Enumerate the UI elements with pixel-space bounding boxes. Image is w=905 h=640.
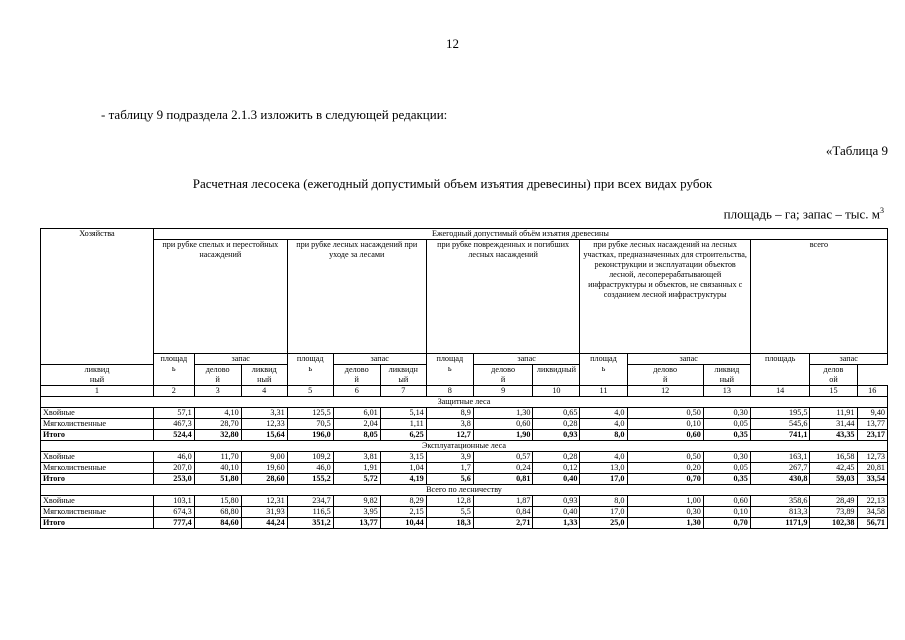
row-label: Мягколиственные: [41, 507, 154, 518]
header-group-care: при рубке лесных насаждений при уходе за лесами: [287, 240, 426, 354]
row-label: Мягколиственные: [41, 463, 154, 474]
area-text: площад: [160, 354, 188, 363]
table-cell: 4,0: [580, 452, 627, 463]
table-cell: 3,95: [333, 507, 380, 518]
table-cell: 0,65: [533, 408, 580, 419]
table-cell: 57,1: [153, 408, 194, 419]
table-cell: 73,89: [810, 507, 857, 518]
table-cell: 0,70: [627, 474, 703, 485]
header-business-1: [194, 365, 241, 386]
table-label: «Таблица 9: [825, 143, 888, 158]
row-label: Итого: [41, 474, 154, 485]
header-liquid-1: [41, 365, 154, 386]
liquid-text-end: ый: [398, 375, 409, 384]
table-cell: 40,10: [194, 463, 241, 474]
table-cell: 8,0: [580, 496, 627, 507]
table-cell: 70,5: [287, 419, 333, 430]
section-title: Защитные леса: [41, 397, 888, 408]
row-label: Хвойные: [41, 496, 154, 507]
table-cell: 0,10: [627, 419, 703, 430]
table-cell: 31,93: [241, 507, 287, 518]
total-row: [41, 430, 888, 441]
table-cell: 4,10: [194, 408, 241, 419]
row-label: Мягколиственные: [41, 419, 154, 430]
header-row-1: [41, 229, 888, 240]
table-cell: 28,60: [241, 474, 287, 485]
table-cell: 116,5: [287, 507, 333, 518]
table-cell: 18,3: [426, 518, 473, 529]
header-area-5: площадь: [750, 354, 810, 386]
business-text: делов: [823, 365, 844, 374]
table-cell: 56,71: [857, 518, 888, 529]
table-cell: 8,0: [580, 430, 627, 441]
business-text: делово: [344, 365, 369, 374]
header-stock-3: запас: [473, 354, 580, 365]
column-number: 11: [580, 386, 627, 397]
page-number: 12: [446, 36, 459, 51]
table-cell: 0,10: [703, 507, 750, 518]
table-cell: 4,19: [380, 474, 426, 485]
table-cell: 545,6: [750, 419, 810, 430]
table-cell: 0,40: [533, 507, 580, 518]
table-cell: 1,87: [473, 496, 533, 507]
table-cell: 0,30: [627, 507, 703, 518]
table-cell: 195,5: [750, 408, 810, 419]
header-business-3: [473, 365, 533, 386]
table-cell: 3,8: [426, 419, 473, 430]
header-business-2: [333, 365, 380, 386]
section-row: [41, 397, 888, 408]
area-text: площад: [296, 354, 324, 363]
section-row: [41, 485, 888, 496]
table-cell: 0,30: [703, 452, 750, 463]
table-cell: 12,73: [857, 452, 888, 463]
table-cell: 33,54: [857, 474, 888, 485]
table-cell: 1,04: [380, 463, 426, 474]
header-group-construction: при рубке лесных насаждений на лесных участках, предназначенных для строительства, реконструкции и эксплуатации объектов лесной, лесоперерабатывающей инфраструктуры и объектов, не связанных с созданием лесной инфраструктуры: [580, 240, 750, 354]
table-row: [41, 419, 888, 430]
header-business-4: [627, 365, 703, 386]
table-cell: 0,60: [473, 419, 533, 430]
table-cell: 9,40: [857, 408, 888, 419]
table-cell: 0,35: [703, 474, 750, 485]
liquid-text: ликвидн: [388, 365, 418, 374]
column-number: 9: [473, 386, 533, 397]
table-cell: 1,00: [627, 496, 703, 507]
table-cell: 1,90: [473, 430, 533, 441]
section-title: Всего по лесничеству: [41, 485, 888, 496]
units-text: площадь – га; запас – тыс. м: [723, 206, 880, 222]
table-cell: 15,64: [241, 430, 287, 441]
table-cell: 777,4: [153, 518, 194, 529]
business-text-end: ой: [829, 375, 838, 384]
liquid-text-end: ный: [719, 375, 734, 384]
table-cell: 31,44: [810, 419, 857, 430]
table-cell: 10,44: [380, 518, 426, 529]
table-row: [41, 507, 888, 518]
table-cell: 0,05: [703, 463, 750, 474]
table-cell: 2,15: [380, 507, 426, 518]
table-cell: 1171,9: [750, 518, 810, 529]
row-label: Хвойные: [41, 452, 154, 463]
total-row: [41, 518, 888, 529]
table-cell: 25,0: [580, 518, 627, 529]
table-cell: 234,7: [287, 496, 333, 507]
table-cell: 12,8: [426, 496, 473, 507]
table-cell: 34,58: [857, 507, 888, 518]
table-cell: 6,01: [333, 408, 380, 419]
table-cell: 358,6: [750, 496, 810, 507]
table-cell: 4,0: [580, 408, 627, 419]
table-cell: 253,0: [153, 474, 194, 485]
liquid-text-end: ный: [89, 375, 105, 384]
table-cell: 6,25: [380, 430, 426, 441]
column-number: 5: [287, 386, 333, 397]
table-cell: 1,30: [627, 518, 703, 529]
business-text-end: й: [354, 375, 359, 384]
header-allowable: Ежегодный допустимый объём изъятия древесины: [153, 229, 887, 240]
total-row: [41, 474, 888, 485]
table-cell: 674,3: [153, 507, 194, 518]
table-cell: 103,1: [153, 496, 194, 507]
area-text-end: ь: [447, 364, 452, 373]
table-cell: 0,50: [627, 452, 703, 463]
table-cell: 2,71: [473, 518, 533, 529]
column-number: 14: [750, 386, 810, 397]
table-cell: 0,12: [533, 463, 580, 474]
table-cell: 9,00: [241, 452, 287, 463]
column-number: 15: [810, 386, 857, 397]
table-cell: 9,82: [333, 496, 380, 507]
table-cell: 59,03: [810, 474, 857, 485]
column-number: 16: [857, 386, 888, 397]
table-cell: 22,13: [857, 496, 888, 507]
header-liquid-5: [703, 365, 750, 386]
table-cell: 15,80: [194, 496, 241, 507]
table-cell: 1,30: [473, 408, 533, 419]
column-number-row: [41, 386, 888, 397]
table-cell: 16,58: [810, 452, 857, 463]
table-row: [41, 496, 888, 507]
units-superscript: 3: [880, 206, 884, 215]
table-cell: 42,45: [810, 463, 857, 474]
table-cell: 8,29: [380, 496, 426, 507]
header-liquid-2: [241, 365, 287, 386]
area-text-end: ь: [308, 364, 313, 373]
table-cell: 5,72: [333, 474, 380, 485]
row-label: Итого: [41, 430, 154, 441]
header-liquid-4: ликвидный: [533, 365, 580, 386]
header-group-mature: при рубке спелых и перестойных насаждений: [153, 240, 287, 354]
section-row: [41, 441, 888, 452]
table-cell: 5,6: [426, 474, 473, 485]
business-text-end: й: [215, 375, 220, 384]
business-text: делово: [205, 365, 230, 374]
table-cell: 0,50: [627, 408, 703, 419]
header-group-damaged: при рубке поврежденных и погибших лесных насаждений: [426, 240, 580, 354]
row-label: Хвойные: [41, 408, 154, 419]
liquid-text: ликвид: [84, 365, 110, 374]
column-number: 4: [241, 386, 287, 397]
table-cell: 28,49: [810, 496, 857, 507]
table-cell: 0,60: [627, 430, 703, 441]
column-number: 1: [41, 386, 154, 397]
table-cell: 32,80: [194, 430, 241, 441]
table-cell: 4,0: [580, 419, 627, 430]
table-cell: 0,30: [703, 408, 750, 419]
business-text-end: й: [500, 375, 506, 384]
column-number: 7: [380, 386, 426, 397]
header-stock-5: запас: [810, 354, 888, 365]
area-text-end: ь: [601, 364, 606, 373]
area-text-end: ь: [171, 364, 176, 373]
header-business-5: [810, 365, 857, 386]
table-cell: 813,3: [750, 507, 810, 518]
table-cell: 13,77: [857, 419, 888, 430]
table-cell: 3,9: [426, 452, 473, 463]
table-cell: 12,7: [426, 430, 473, 441]
header-stock-1: запас: [194, 354, 287, 365]
row-label: Итого: [41, 518, 154, 529]
table-cell: 28,70: [194, 419, 241, 430]
table-cell: 11,91: [810, 408, 857, 419]
column-number: 10: [533, 386, 580, 397]
table-cell: 0,24: [473, 463, 533, 474]
area-text: площад: [436, 354, 464, 363]
table-cell: 207,0: [153, 463, 194, 474]
table-cell: 0,28: [533, 419, 580, 430]
table-cell: 5,5: [426, 507, 473, 518]
header-liquid-3: [380, 365, 426, 386]
table-cell: 102,38: [810, 518, 857, 529]
business-text-end: й: [662, 375, 668, 384]
section-title: Эксплуатационные леса: [41, 441, 888, 452]
table-cell: 1,11: [380, 419, 426, 430]
table-cell: 3,15: [380, 452, 426, 463]
header-area-4: [580, 354, 627, 386]
table-row: [41, 463, 888, 474]
header-area-3: [426, 354, 473, 386]
header-row-3: [41, 354, 888, 365]
table-cell: 125,5: [287, 408, 333, 419]
column-number: 12: [627, 386, 703, 397]
liquid-text: ликвид: [714, 365, 740, 374]
column-number: 3: [194, 386, 241, 397]
table-cell: 43,35: [810, 430, 857, 441]
table-cell: 3,31: [241, 408, 287, 419]
table-cell: 109,2: [287, 452, 333, 463]
table-cell: 46,0: [153, 452, 194, 463]
header-row-2: [41, 240, 888, 354]
table-cell: 8,05: [333, 430, 380, 441]
table-cell: 0,40: [533, 474, 580, 485]
table-cell: 17,0: [580, 474, 627, 485]
area-text: площад: [590, 354, 617, 363]
table-cell: 17,0: [580, 507, 627, 518]
table-cell: 12,33: [241, 419, 287, 430]
table-cell: 11,70: [194, 452, 241, 463]
table-cell: 46,0: [287, 463, 333, 474]
table-cell: 13,77: [333, 518, 380, 529]
table-cell: 155,2: [287, 474, 333, 485]
business-text: делово: [653, 365, 678, 374]
table-cell: 2,04: [333, 419, 380, 430]
table-cell: 0,93: [533, 496, 580, 507]
column-number: 13: [703, 386, 750, 397]
table-cell: 0,93: [533, 430, 580, 441]
business-text: делово: [491, 365, 516, 374]
column-number: 2: [153, 386, 194, 397]
header-area-2: [287, 354, 333, 386]
liquid-text: ликвид: [251, 365, 277, 374]
table-cell: 23,17: [857, 430, 888, 441]
table-cell: 12,31: [241, 496, 287, 507]
table-cell: 68,80: [194, 507, 241, 518]
intro-text: - таблицу 9 подраздела 2.1.3 изложить в следующей редакции:: [101, 107, 448, 122]
table-cell: 351,2: [287, 518, 333, 529]
table-cell: 267,7: [750, 463, 810, 474]
header-stock-4: запас: [627, 354, 750, 365]
table-row: [41, 452, 888, 463]
table-cell: 51,80: [194, 474, 241, 485]
table-cell: 8,9: [426, 408, 473, 419]
table-cell: 0,70: [703, 518, 750, 529]
header-farms: Хозяйства: [41, 229, 154, 365]
table-cell: 13,0: [580, 463, 627, 474]
table-cell: 0,60: [703, 496, 750, 507]
units-note: [724, 206, 884, 222]
table-cell: 1,91: [333, 463, 380, 474]
table-cell: 0,20: [627, 463, 703, 474]
table-cell: 0,84: [473, 507, 533, 518]
table-cell: 1,33: [533, 518, 580, 529]
table-cell: 163,1: [750, 452, 810, 463]
table-cell: 1,7: [426, 463, 473, 474]
table-cell: 84,60: [194, 518, 241, 529]
table-cell: 0,28: [533, 452, 580, 463]
table-cell: 196,0: [287, 430, 333, 441]
table-cell: 3,81: [333, 452, 380, 463]
column-number: 6: [333, 386, 380, 397]
header-area-1: [153, 354, 194, 386]
table-cell: 0,05: [703, 419, 750, 430]
table-cell: 20,81: [857, 463, 888, 474]
column-number: 8: [426, 386, 473, 397]
table-title: Расчетная лесосека (ежегодный допустимый объем изъятия древесины) при всех видах рубок: [192, 176, 713, 191]
table-cell: 741,1: [750, 430, 810, 441]
table-row: [41, 408, 888, 419]
table-cell: 19,60: [241, 463, 287, 474]
header-stock-2: запас: [333, 354, 426, 365]
lesoseka-table: [40, 228, 888, 529]
liquid-text-end: ный: [257, 375, 272, 384]
header-group-total: всего: [750, 240, 887, 354]
table-cell: 467,3: [153, 419, 194, 430]
table-cell: 430,8: [750, 474, 810, 485]
table-cell: 0,57: [473, 452, 533, 463]
table-cell: 5,14: [380, 408, 426, 419]
table-cell: 44,24: [241, 518, 287, 529]
table-cell: 0,35: [703, 430, 750, 441]
table-cell: 524,4: [153, 430, 194, 441]
table-cell: 0,81: [473, 474, 533, 485]
